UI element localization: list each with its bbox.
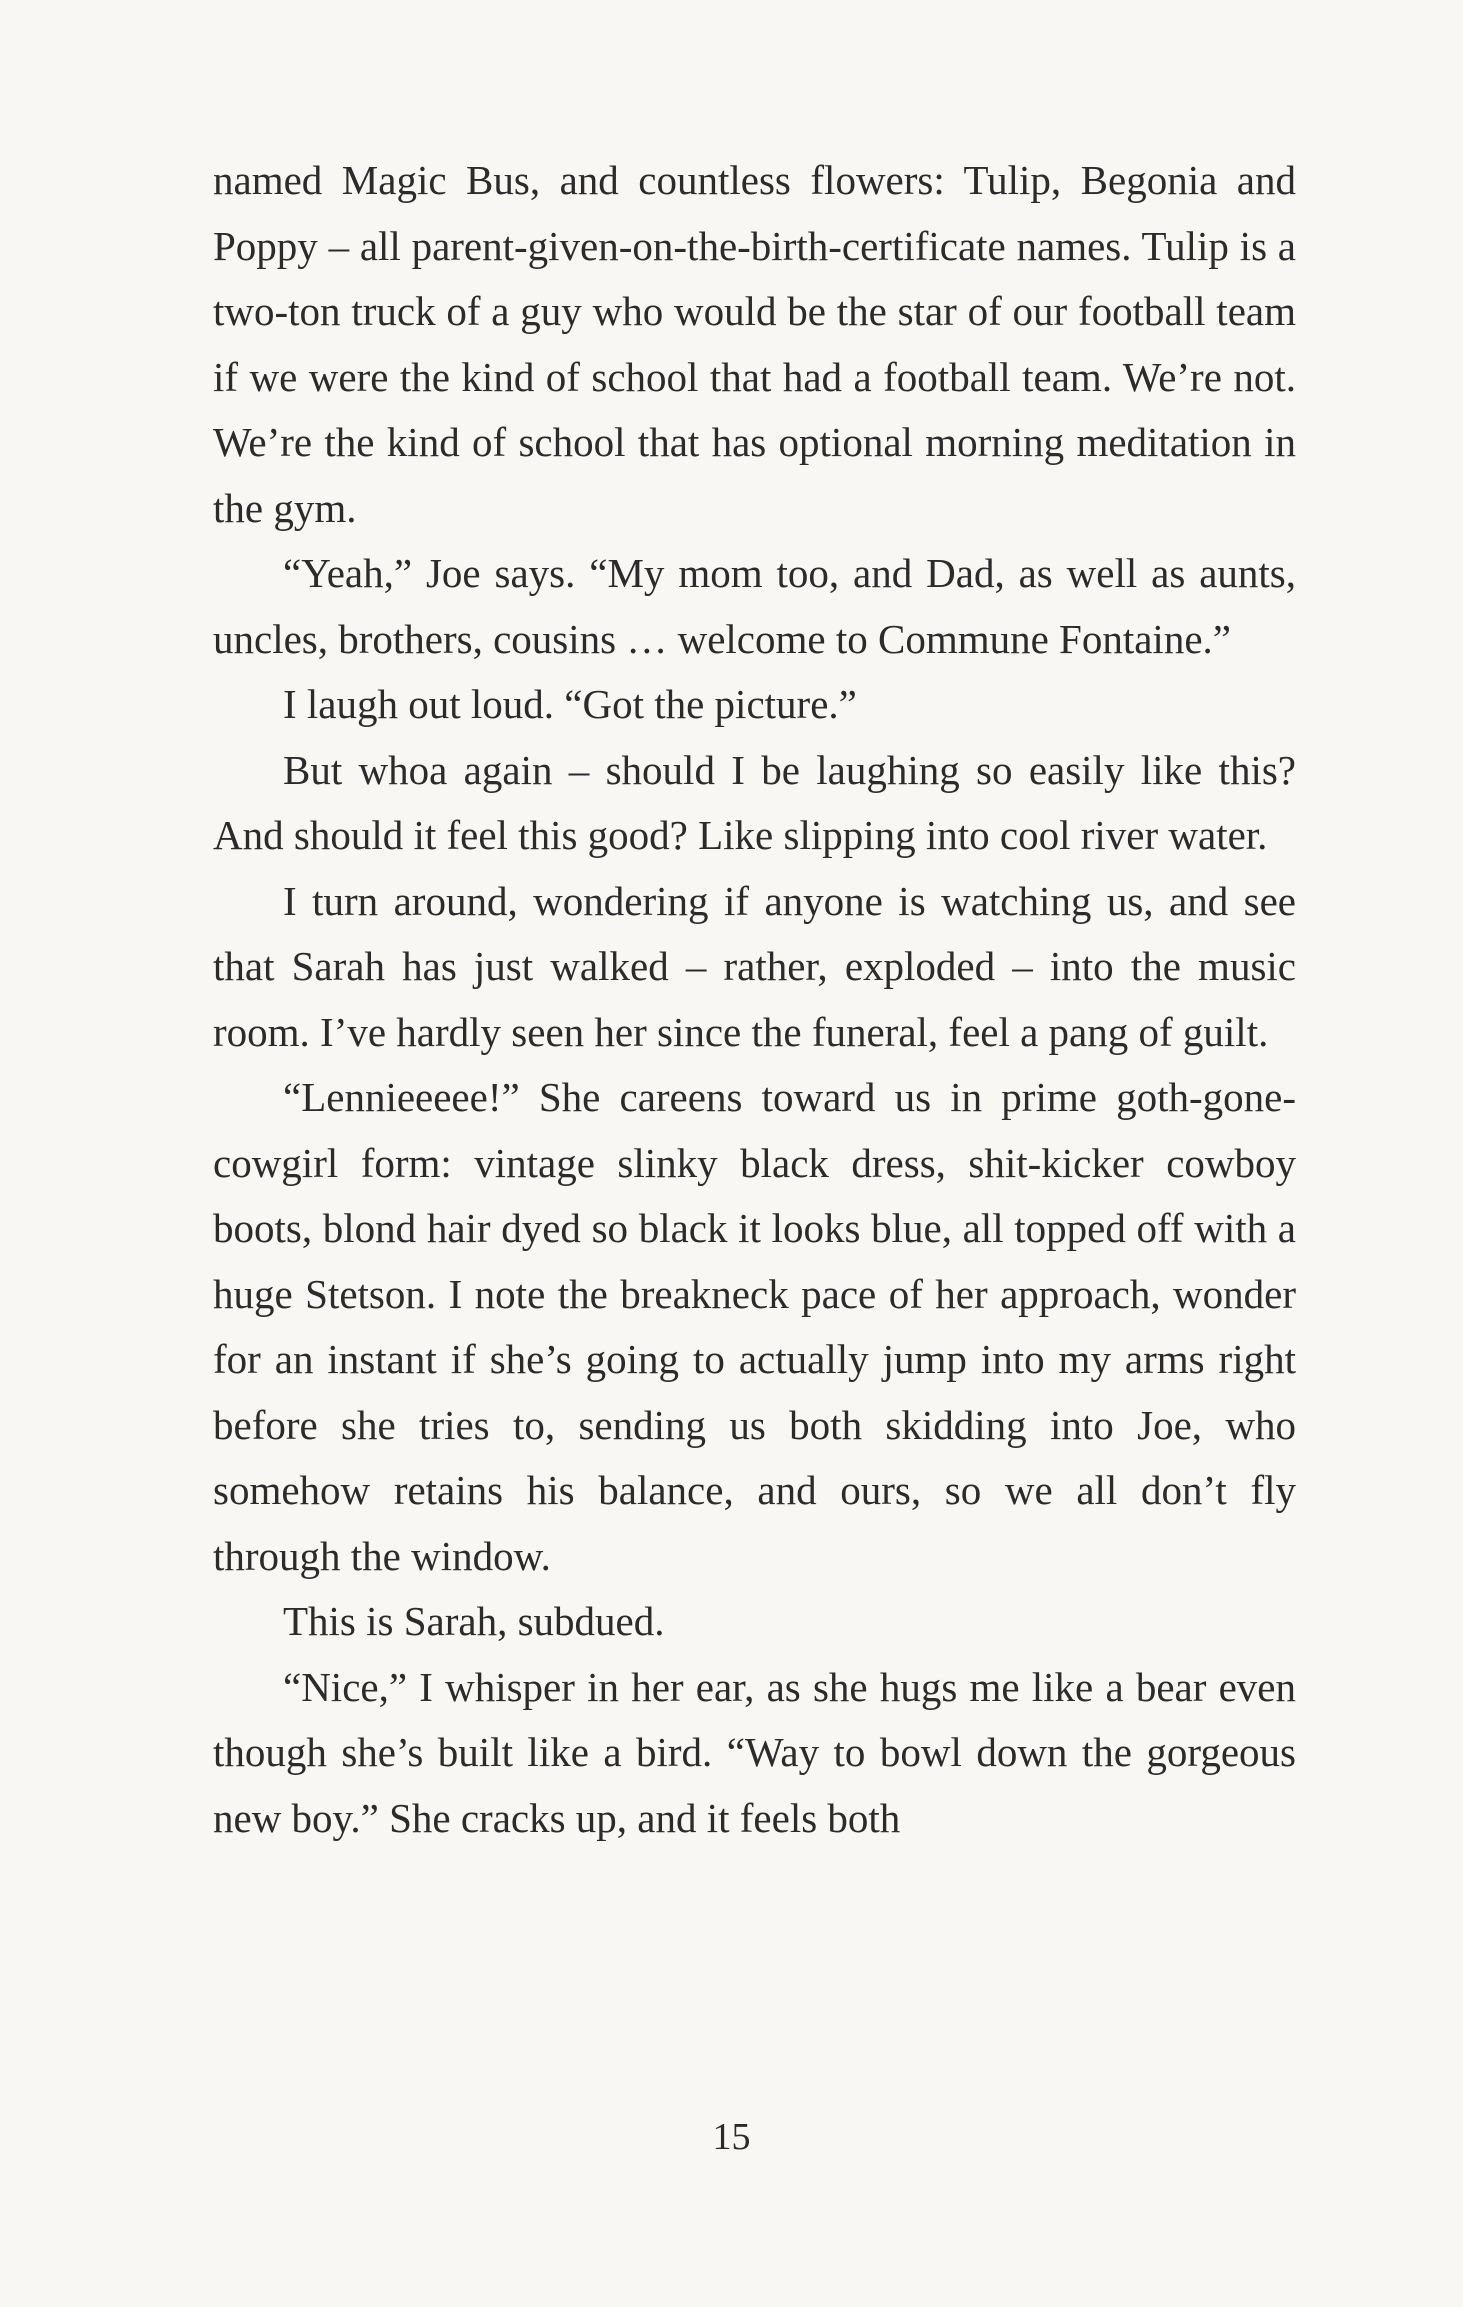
paragraph: This is Sarah, subdued. [283, 1598, 665, 1644]
paragraph: I turn around, wondering if anyone is watching us, and see that Sarah has just walked – rather, exploded – into the music room. I’ve hardly seen her since the funeral, feel a pang of guilt. [213, 877, 1296, 1055]
page-number: 15 [712, 2116, 751, 2158]
paragraph-continued: named Magic Bus, and countless flowers: Tulip, Begonia and Poppy – all parent-given-on-the-birth-certificate names. Tulip is a two-ton truck of a guy who would be the star of our football team if we were the kind of school that had a football team. We’re not. We’re the kind of school that has optional morning meditation in the gym. [213, 157, 1296, 531]
paragraph: “Nice,” I whisper in her ear, as she hugs me like a bear even though she’s built like a bird. “Way to bowl down the gorgeous new boy.” She cracks up, and it feels both [213, 1663, 1296, 1841]
paragraph: I laugh out loud. “Got the picture.” [283, 681, 857, 727]
paragraph: “Yeah,” Joe says. “My mom too, and Dad, as well as aunts, uncles, brothers, cousins … welcome to Commune Fontaine.” [213, 550, 1296, 662]
paragraph: But whoa again – should I be laughing so easily like this? And should it feel this good? Like slipping into cool river water. [213, 746, 1296, 858]
body-text [213, 148, 1296, 1851]
paragraph: “Lennieeeee!” She careens toward us in prime goth-gone-cowgirl form: vintage slinky black dress, shit-kicker cowboy boots, blond hair dyed so black it looks blue, all topped off with a huge Stetson. I note the breakneck pace of her approach, wonder for an instant if she’s going to actually jump into my arms right before she tries to, sending us both skidding into Joe, who somehow retains his balance, and ours, so we all don’t fly through the window. [213, 1074, 1296, 1579]
